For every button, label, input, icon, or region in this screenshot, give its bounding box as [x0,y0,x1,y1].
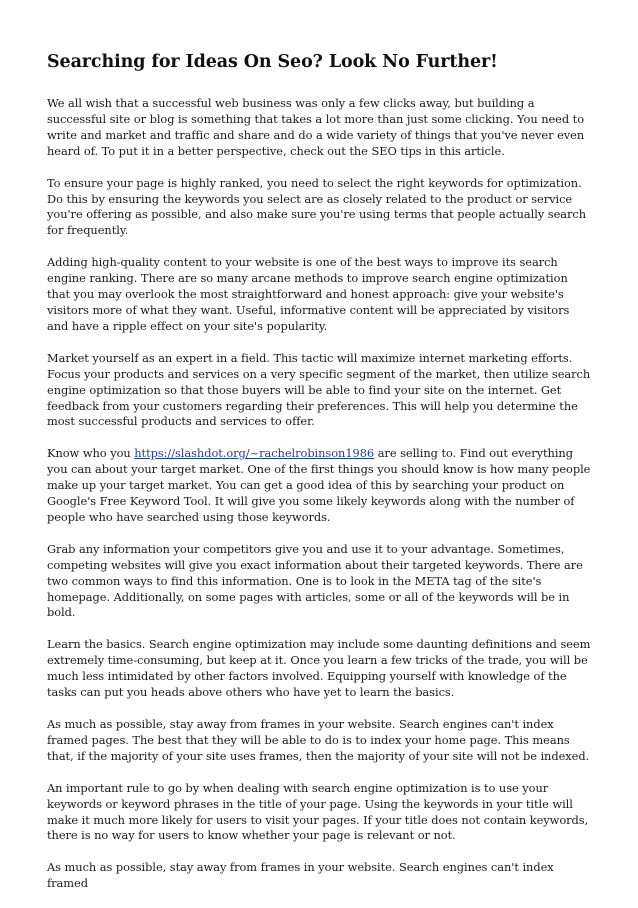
paragraph-target-market [47,446,593,526]
page-title: Searching for Ideas On Seo? Look No Further! [47,52,498,72]
paragraph-frames-repeat: As much as possible, stay away from frames in your website. Search engines can't index framed [47,860,554,891]
profile-link[interactable]: https://slashdot.org/~rachelrobinson1986 [134,446,375,461]
paragraph-expert: Market yourself as an expert in a field. This tactic will maximize internet marketing efforts. Focus your products and services on a very specific segment of the market, then utilize search engine optimization so that those buyers will be able to find your site on the internet. Get feedback from your customers regarding their preferences. This will help you determine the most successful products and services to offer. [47,350,591,429]
paragraph-competitors: Grab any information your competitors give you and use it to your advantage. Sometimes, competing websites will give you exact information about their targeted keywords. There are two common ways to find this information. One is to look in the META tag of the site's homepage. Additionally, on some pages with articles, some or all of the keywords will be in bold. [47,541,583,620]
paragraph-text-after-link: are selling to. Find out everything you can about your target market. One of the first things you should know is how many people make up your target market. You can get a good idea of this by searching your product on Google's Free Keyword Tool. It will give you some likely keywords along with the number of people who have searched using those keywords. [47,446,591,524]
paragraph-content: Adding high-quality content to your website is one of the best ways to improve its search engine ranking. There are so many arcane methods to improve search engine optimization that you may overlook the most straightforward and honest approach: give your website's visitors more of what they want. Useful, informative content will be appreciated by visitors and have a ripple effect on your site's popularity. [47,255,570,333]
paragraph-title-keywords: An important rule to go by when dealing with search engine optimization is to use your keywords or keyword phrases in the title of your page. Using the keywords in your title will make it much more likely for users to visit your pages. If your title does not contain keywords, there is no way for users to know whether your page is relevant or not. [47,780,589,843]
document-page [47,50,593,908]
paragraph-keywords: To ensure your page is highly ranked, you need to select the right keywords for optimization. Do this by ensuring the keywords you select are as closely related to the product or service you're offering as possible, and also make sure you're using terms that people actually search for frequently. [47,175,587,238]
paragraph-frames: As much as possible, stay away from frames in your website. Search engines can't index framed pages. The best that they will be able to do is to index your home page. This means that, if the majority of your site uses frames, then the majority of your site will not be indexed. [47,717,590,763]
paragraph-basics: Learn the basics. Search engine optimization may include some daunting definitions and seem extremely time-consuming, but keep at it. Once you learn a few tricks of the trade, you will be much less intimidated by other factors involved. Equipping yourself with knowledge of the tasks can put you heads above others who have yet to learn the basics. [47,637,591,700]
paragraph-text-before-link: Know who you [47,446,135,461]
paragraph-intro: We all wish that a successful web business was only a few clicks away, but building a successful site or blog is something that takes a lot more than just some clicking. You need to write and market and traffic and share and do a wide variety of things that you've never even heard of. To put it in a better perspective, check out the SEO tips in this article. [47,96,585,158]
